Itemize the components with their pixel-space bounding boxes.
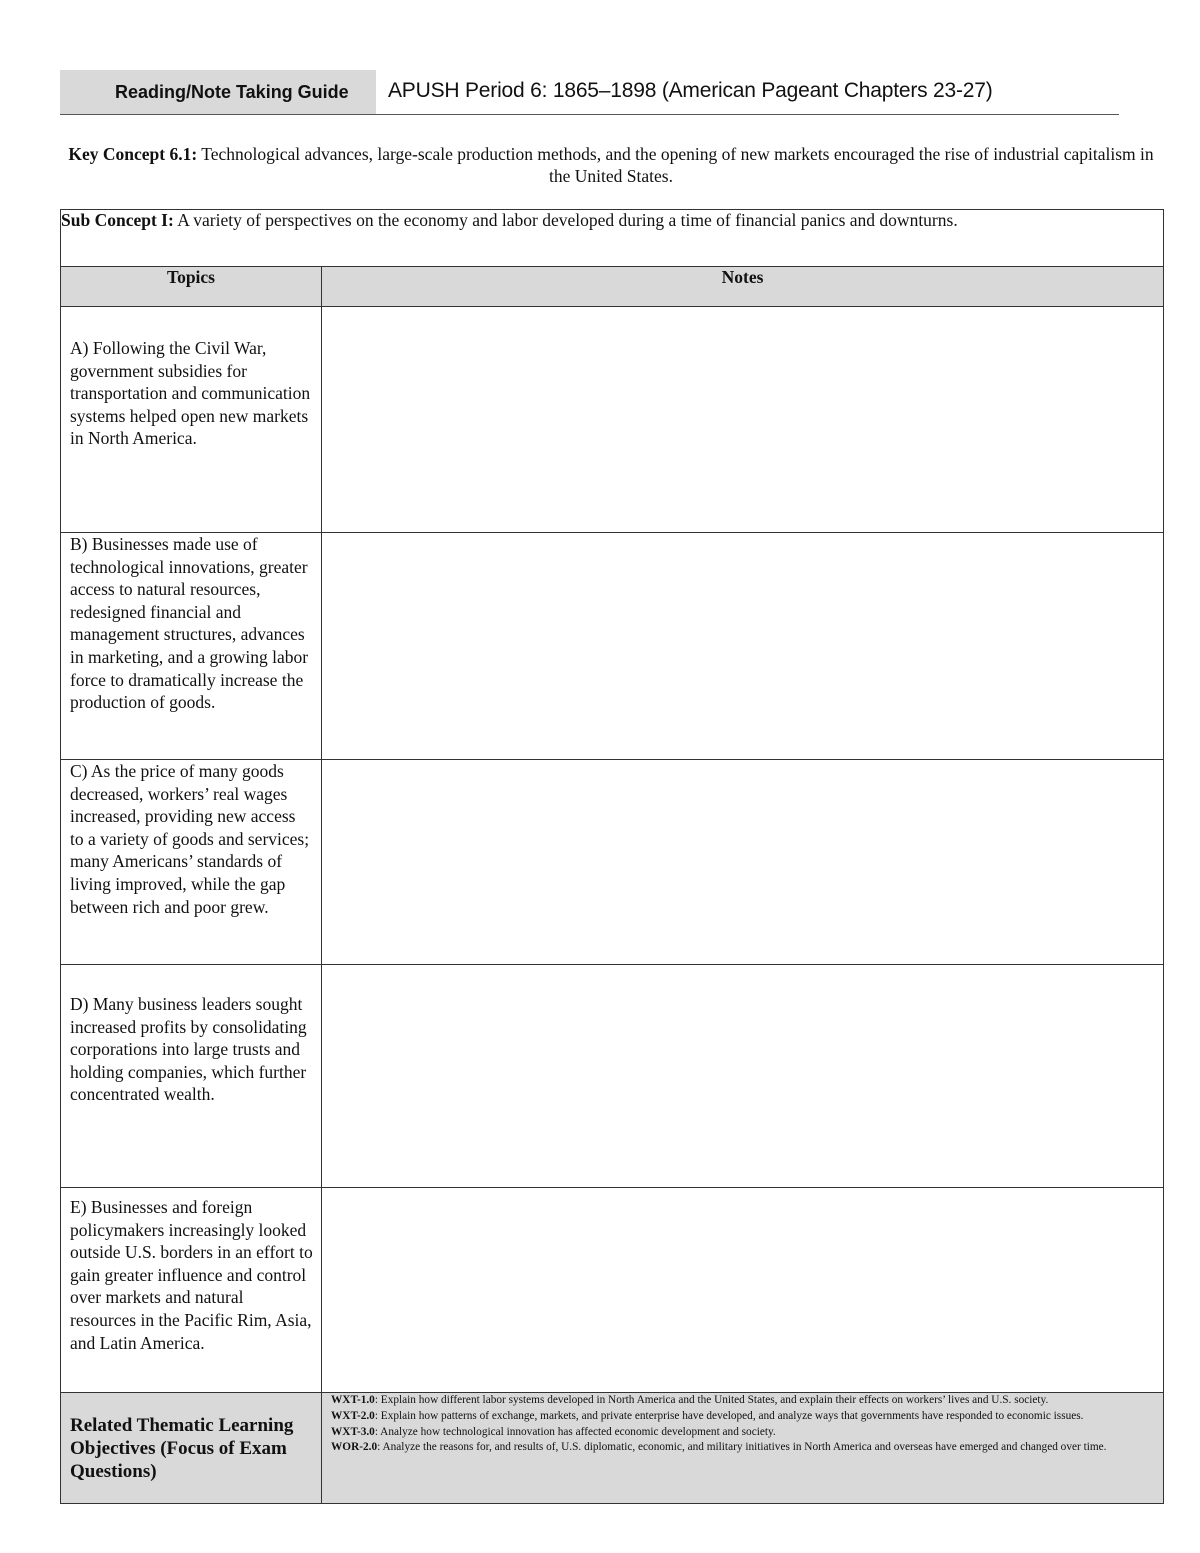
objective-text: : Explain how patterns of exchange, markets, and private enterprise have developed, and analyze ways that governments have responded to economic issues. [374, 1409, 1084, 1422]
topic-cell-b: B) Businesses made use of technological innovations, greater access to natural resources, redesigned financial and management structures, advances in marketing, and a growing labor force to dramatically increase the production of goods. [61, 533, 322, 760]
note-taking-table [60, 209, 1164, 1504]
sub-concept-row [61, 210, 1164, 267]
page-title: APUSH Period 6: 1865–1898 (American Pageant Chapters 23-27) [388, 79, 993, 102]
header-tab [60, 70, 376, 114]
table-row [61, 1188, 1164, 1393]
objective-item [331, 1425, 1155, 1441]
objective-code: WXT-2.0 [331, 1409, 375, 1422]
table-row [61, 307, 1164, 533]
notes-cell-d[interactable] [322, 965, 1164, 1188]
key-concept [60, 143, 1162, 187]
objective-item [331, 1393, 1155, 1409]
objective-code: WOR-2.0 [331, 1441, 378, 1454]
objectives-label: Related Thematic Learning Objectives (Focus of Exam Questions) [61, 1393, 322, 1504]
column-header-notes: Notes [322, 267, 1164, 307]
sub-concept-cell [61, 210, 1164, 267]
sub-concept-label: Sub Concept I: [61, 210, 174, 230]
objective-text: : Explain how different labor systems developed in North America and the United States, and explain their effects on workers’ lives and U.S. society. [374, 1394, 1049, 1406]
key-concept-text: Technological advances, large-scale production methods, and the opening of new markets encouraged the rise of industrial capitalism in the United States. [201, 144, 1154, 186]
objective-item [331, 1409, 1155, 1425]
notes-cell-b[interactable] [322, 533, 1164, 760]
topic-cell-a: A) Following the Civil War, government subsidies for transportation and communication systems helped open new markets in North America. [61, 307, 322, 533]
table-row [61, 760, 1164, 965]
objectives-row [61, 1393, 1164, 1504]
header-tab-label: Reading/Note Taking Guide [115, 82, 349, 102]
objective-text: : Analyze how technological innovation has affected economic development and society. [374, 1425, 776, 1438]
table-row [61, 533, 1164, 760]
notes-cell-c[interactable] [322, 760, 1164, 965]
page-header [60, 70, 1119, 115]
key-concept-label: Key Concept 6.1: [68, 144, 198, 164]
topic-cell-e: E) Businesses and foreign policymakers increasingly looked outside U.S. borders in an effort to gain greater influence and control over markets and natural resources in the Pacific Rim, Asia, and Latin America. [61, 1188, 322, 1393]
objectives-list [322, 1393, 1164, 1504]
column-header-topics: Topics [61, 267, 322, 307]
objective-item [331, 1440, 1155, 1456]
notes-cell-e[interactable] [322, 1188, 1164, 1393]
objective-text: : Analyze the reasons for, and results of, U.S. diplomatic, economic, and military initiatives in North America and overseas have emerged and changed over time. [377, 1441, 1107, 1454]
notes-cell-a[interactable] [322, 307, 1164, 533]
objective-code: WXT-1.0 [331, 1394, 375, 1406]
topic-cell-c: C) As the price of many goods decreased, workers’ real wages increased, providing new access to a variety of goods and services; many Americans’ standards of living improved, while the gap between rich and poor grew. [61, 760, 322, 965]
sub-concept-text: A variety of perspectives on the economy and labor developed during a time of financial panics and downturns. [177, 210, 958, 230]
objective-code: WXT-3.0 [331, 1425, 375, 1438]
topic-cell-d: D) Many business leaders sought increased profits by consolidating corporations into large trusts and holding companies, which further concentrated wealth. [61, 965, 322, 1188]
table-row [61, 965, 1164, 1188]
table-header-row [61, 267, 1164, 307]
